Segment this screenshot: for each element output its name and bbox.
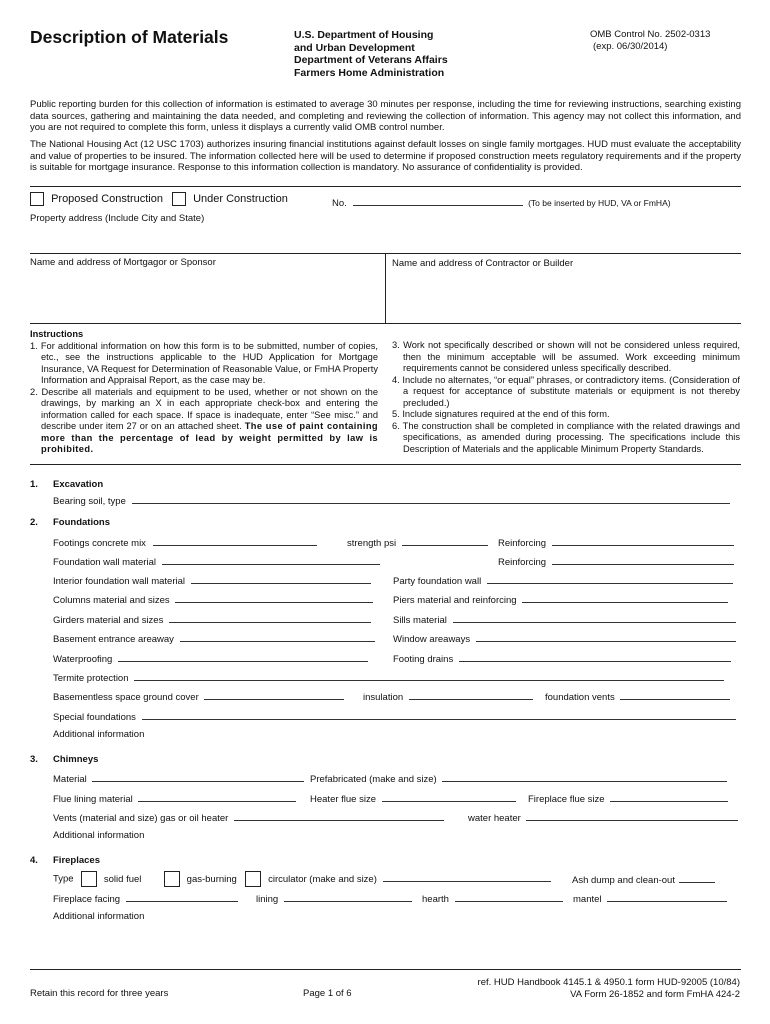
circulator-field[interactable]: [383, 872, 551, 882]
prefabricated-label: Prefabricated (make and size): [310, 774, 437, 785]
construction-status: [30, 192, 288, 206]
instructions-heading: Instructions: [30, 329, 84, 339]
insulation-field[interactable]: [409, 690, 533, 700]
sills-label: Sills material: [393, 615, 447, 626]
divider: [30, 464, 741, 465]
divider: [30, 323, 741, 324]
section-title-excavation: Excavation: [53, 479, 104, 490]
divider: [30, 186, 741, 187]
section-number: 3.: [30, 754, 38, 765]
instruction-item: 3. Work not specifically described or shown will not be considered unless required, then the minimum acceptable will be assumed. Work exceeding minimum requirements cannot be considered unless specifically described.: [392, 340, 740, 373]
termite-label: Termite protection: [53, 673, 129, 684]
flue-lining-label: Flue lining material: [53, 794, 133, 805]
chimney-material-field[interactable]: [92, 772, 304, 782]
agency-line: Farmers Home Administration: [294, 66, 445, 79]
section-number: 1.: [30, 479, 38, 490]
contractor-field[interactable]: [392, 270, 740, 320]
property-address-field[interactable]: [30, 226, 741, 250]
ash-dump-label: Ash dump and clean-out: [572, 875, 675, 886]
chimneys-additional-label: Additional information: [53, 830, 145, 841]
agency-line: U.S. Department of Housing: [294, 29, 434, 41]
reinforcing-label: Reinforcing: [498, 557, 547, 568]
mortgagor-field[interactable]: [30, 270, 380, 320]
waterproofing-label: Waterproofing: [53, 654, 113, 665]
section-title-foundations: Foundations: [53, 517, 110, 528]
form-number-field[interactable]: [353, 196, 523, 206]
lining-label: lining: [256, 894, 279, 905]
party-wall-field[interactable]: [487, 574, 733, 584]
girders-label: Girders material and sizes: [53, 615, 164, 626]
vents-field[interactable]: [234, 811, 444, 821]
chimneys-additional-field[interactable]: [160, 828, 740, 842]
reinforcing-field[interactable]: [552, 555, 734, 565]
mantel-field[interactable]: [607, 892, 727, 902]
instruction-item: 1. For additional information on how this form is to be submitted, number of copies, etc., see the instructions applicable to the HUD Application for Mortgage Insurance, VA Request for Determination of Reasonable Value, or FmHA Property Information and Appraisal Report, as the case may be.: [30, 340, 378, 385]
instruction-text: 2. Describe all materials and equipment to be used, whether or not shown on the drawings, by marking an X in each appropriate check-box and entering the information called for each space. If space is inadequate, enter “See misc.” and describe under item 27 or on an attached sheet.: [30, 386, 378, 431]
foundation-vents-label: foundation vents: [545, 692, 615, 703]
special-foundations-label: Special foundations: [53, 712, 136, 723]
girders-field[interactable]: [169, 613, 371, 623]
gas-burning-checkbox[interactable]: [164, 871, 180, 887]
proposed-construction-label: Proposed Construction: [51, 192, 163, 205]
lining-field[interactable]: [284, 892, 412, 902]
termite-field[interactable]: [134, 671, 724, 681]
chimney-material-label: Material: [53, 774, 87, 785]
reinforcing-label: Reinforcing: [498, 538, 547, 549]
omb-block: [590, 29, 710, 52]
agency-block: [294, 29, 448, 79]
fireplace-type-label: Type: [53, 873, 74, 885]
footings-label: Footings concrete mix: [53, 538, 146, 549]
form-number-row: [332, 196, 671, 210]
columns-label: Columns material and sizes: [53, 595, 170, 606]
vents-label: Vents (material and size) gas or oil heater: [53, 813, 229, 824]
gas-burning-label: gas-burning: [186, 873, 237, 885]
contractor-label: Name and address of Contractor or Builder: [392, 258, 574, 269]
fireplace-flue-field[interactable]: [610, 792, 728, 802]
foundations-additional-field[interactable]: [160, 727, 740, 741]
mortgagor-label: Name and address of Mortgagor or Sponsor: [30, 257, 216, 268]
bearing-soil-field[interactable]: [132, 494, 730, 504]
section-number: 4.: [30, 855, 38, 866]
fireplace-facing-field[interactable]: [126, 892, 238, 902]
solid-fuel-label: solid fuel: [103, 873, 142, 885]
mantel-label: mantel: [573, 894, 602, 905]
fireplace-flue-label: Fireplace flue size: [528, 794, 605, 805]
basement-areaway-field[interactable]: [180, 632, 375, 642]
burden-notice: Public reporting burden for this collection of information is estimated to average 30 minutes per response, including the time for reviewing instructions, searching existing data sources, gathering and maintaining the data needed, and completing and reviewing the collection of information. This agency may not collect this information, and you are not required to complete this form, unless it displays a currently valid OMB control number.: [30, 99, 741, 133]
water-heater-label: water heater: [468, 813, 521, 824]
section-number: 2.: [30, 517, 38, 528]
lead-paint-warning: The use of paint containing more than the percentage of lead by weight permitted by law is prohibited.: [41, 421, 378, 454]
instruction-item: 6. The construction shall be completed in compliance with the related drawings and specifications, as amended during processing. The specifications include this Description of Materials and the applicable Minimum Property Standards.: [392, 420, 740, 454]
waterproofing-field[interactable]: [118, 652, 368, 662]
wall-material-label: Foundation wall material: [53, 557, 156, 568]
sills-field[interactable]: [453, 613, 736, 623]
divider: [30, 969, 741, 970]
strength-field[interactable]: [402, 536, 488, 546]
prefabricated-field[interactable]: [442, 772, 727, 782]
section-title-chimneys: Chimneys: [53, 754, 99, 765]
instructions-left: [30, 329, 378, 456]
strength-label: strength psi: [347, 538, 397, 549]
heater-flue-label: Heater flue size: [310, 794, 377, 805]
bearing-soil-label: Bearing soil, type: [53, 496, 126, 507]
instructions-right: [392, 340, 740, 455]
form-references: [478, 977, 740, 1000]
divider: [385, 253, 386, 323]
water-heater-field[interactable]: [526, 811, 738, 821]
interior-wall-label: Interior foundation wall material: [53, 576, 186, 587]
agency-line: Department of Veterans Affairs: [294, 54, 448, 66]
footing-drains-field[interactable]: [459, 652, 731, 662]
party-wall-label: Party foundation wall: [393, 576, 482, 587]
footings-field[interactable]: [153, 536, 317, 546]
form-number-label: No.: [332, 198, 347, 209]
foundation-vents-field[interactable]: [620, 690, 730, 700]
special-foundations-field[interactable]: [142, 710, 736, 720]
nha-notice: The National Housing Act (12 USC 1703) authorizes insuring financial institutions against default losses on single family mortgages. HUD must evaluate the acceptability and value of properties to be insured. The information collected here will be used to determine if proposed construction meets regulatory requirements and if the property is suitable for mortgage insurance. Response to this information collection is mandatory. No assurance of confidentiality is provided.: [30, 139, 741, 173]
under-construction-label: Under Construction: [193, 192, 288, 205]
footing-drains-label: Footing drains: [393, 654, 454, 665]
circulator-label: circulator (make and size): [268, 873, 377, 885]
section-title-fireplaces: Fireplaces: [53, 855, 100, 866]
proposed-construction-checkbox[interactable]: [30, 192, 44, 206]
instruction-item: 5. Include signatures required at the end of this form.: [392, 409, 610, 419]
circulator-checkbox[interactable]: [245, 871, 261, 887]
window-areaways-label: Window areaways: [393, 634, 471, 645]
page-number: Page 1 of 6: [303, 988, 352, 999]
basement-areaway-label: Basement entrance areaway: [53, 634, 174, 645]
reinforcing-field[interactable]: [552, 536, 734, 546]
under-construction-checkbox[interactable]: [172, 192, 186, 206]
instruction-item: [30, 387, 378, 456]
instruction-item: 4. Include no alternates, “or equal” phrases, or contradictory items. (Consideration of a request for acceptance of substitute materials or equipment is not thereby precluded.): [392, 374, 740, 408]
wall-material-field[interactable]: [162, 555, 380, 565]
omb-expiration: (exp. 06/30/2014): [593, 40, 668, 52]
insulation-label: insulation: [363, 692, 404, 703]
flue-lining-field[interactable]: [138, 792, 296, 802]
basementless-field[interactable]: [204, 690, 344, 700]
heater-flue-field[interactable]: [382, 792, 516, 802]
reference-line: ref. HUD Handbook 4145.1 & 4950.1 form HUD-92005 (10/84): [477, 977, 740, 988]
hearth-field[interactable]: [455, 892, 563, 902]
fireplace-facing-label: Fireplace facing: [53, 894, 121, 905]
agency-line: and Urban Development: [294, 41, 415, 54]
columns-field[interactable]: [175, 593, 373, 603]
piers-field[interactable]: [522, 593, 728, 603]
form-title: Description of Materials: [30, 27, 229, 47]
ash-dump-field[interactable]: [679, 873, 715, 883]
basementless-label: Basementless space ground cover: [53, 692, 199, 703]
omb-control: OMB Control No. 2502-0313: [590, 29, 711, 40]
window-areaways-field[interactable]: [476, 632, 736, 642]
form-number-note: (To be inserted by HUD, VA or FmHA): [528, 198, 671, 208]
interior-wall-field[interactable]: [191, 574, 371, 584]
property-address-label: Property address (Include City and State): [30, 213, 205, 224]
reference-line: VA Form 26-1852 and form FmHA 424-2: [570, 988, 740, 1000]
fireplaces-additional-label: Additional information: [53, 911, 145, 922]
foundations-additional-label: Additional information: [53, 729, 145, 740]
fireplaces-additional-field[interactable]: [160, 909, 740, 923]
solid-fuel-checkbox[interactable]: [81, 871, 97, 887]
hearth-label: hearth: [422, 894, 449, 905]
retain-notice: Retain this record for three years: [30, 988, 169, 999]
piers-label: Piers material and reinforcing: [393, 595, 517, 606]
